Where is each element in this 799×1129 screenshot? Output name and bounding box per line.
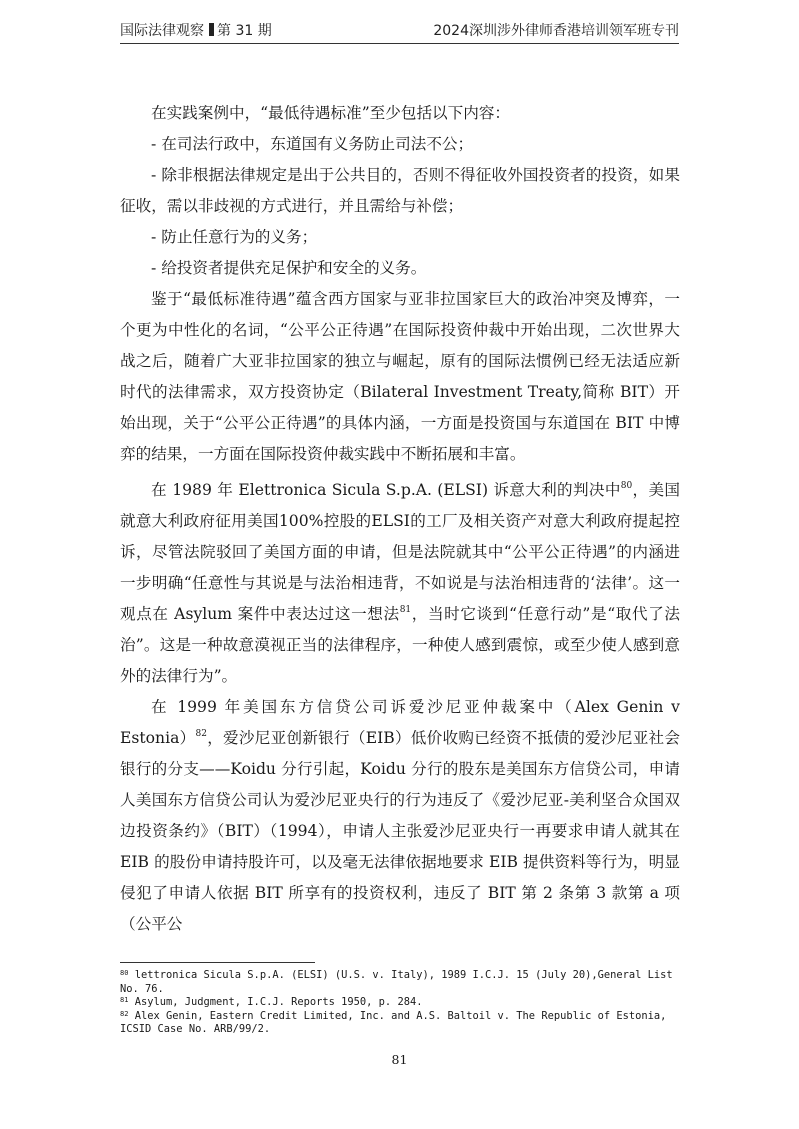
footnote-rule <box>120 962 315 963</box>
list-item: - 除非根据法律规定是出于公共目的，否则不得征收外国投资者的投资，如果征收，需以非歧视的方式进行，并且需给与补偿； <box>120 166 680 215</box>
paragraph-text: 在 1999 年美国东方信贷公司诉爱沙尼亚仲裁案中（Alex Genin v Estonia） <box>120 698 680 747</box>
list-item: - 给投资者提供充足保护和安全的义务。 <box>151 259 427 277</box>
footnote-ref: 80 <box>620 481 633 491</box>
page-header <box>120 14 679 44</box>
header-left <box>120 20 272 40</box>
journal-name: 国际法律观察 <box>120 23 204 39</box>
footnotes <box>120 969 680 1037</box>
header-rule <box>120 43 679 44</box>
list-item: - 防止任意行为的义务； <box>151 228 318 246</box>
paragraph-text: 在 1989 年 Elettronica Sicula S.p.A. (ELSI) 诉意大利的判决中 <box>151 481 621 499</box>
paragraph: 在实践案例中，“最低待遇标准”至少包括以下内容： <box>151 104 511 122</box>
footnote-number: 81 <box>120 996 129 1004</box>
paragraph-text: ，当时它谈到“任意行动”是“取代了法治”。这是一种故意漠视正当的法律程序，一种使人感到震惊，或至少使人感到意外的法律行为”。 <box>120 605 680 685</box>
paragraph-elsi <box>120 475 680 692</box>
footnote-ref: 82 <box>195 729 207 739</box>
footnote-number: 80 <box>120 969 129 977</box>
paragraph-text: ，爱沙尼亚创新银行（EIB）低价收购已经资不抵债的爱沙尼亚社会银行的分支——Koidu 分行引起，Koidu 分行的股东是美国东方信贷公司，申请人美国东方信贷公司认为爱沙尼亚央行的行为违反了《爱沙尼亚-美利坚合众国双边投资条约》（BIT）（1994），申请人主张爱沙尼亚央行一再要求申请人就其在 EIB 的股份申请持股许可，以及毫无法律依据地要求 EIB 提供资料等行为，明显侵犯了申请人依据 BIT 所享有的投资权利，违反了 BIT 第 2 条第 3 款第 a 项（公平公 <box>120 729 680 933</box>
footnote-text: Asylum, Judgment, I.C.J. Reports 1950, p. 284. <box>134 996 423 1008</box>
paragraph-genin <box>120 692 680 940</box>
paragraph: 鉴于“最低标准待遇”蕴含西方国家与亚非拉国家巨大的政治冲突及博弈，一个更为中性化的名词，“公平公正待遇”在国际投资仲裁中开始出现，二次世界大战之后，随着广大亚非拉国家的独立与崛起，原有的国际法惯例已经无法适应新时代的法律需求，双方投资协定（Bilateral Investment Treaty,简称 BIT）开始出现，关于“公平公正待遇”的具体内涵，一方面是投资国与东道国在 BIT 中博弈的结果，一方面在国际投资仲裁实践中不断拓展和丰富。 <box>120 290 680 463</box>
issue-number: 第 31 期 <box>217 23 272 39</box>
special-issue-title: 2024深圳涉外律师香港培训领军班专刊 <box>433 23 679 39</box>
header-separator-bar <box>209 23 214 36</box>
footnote <box>120 969 680 996</box>
footnote <box>120 996 680 1010</box>
article-body <box>120 98 680 940</box>
page-number: 81 <box>391 1052 408 1067</box>
list-item: - 在司法行政中，东道国有义务防止司法不公； <box>151 135 474 153</box>
paragraph-text: ，美国就意大利政府征用美国100%控股的ELSI的工厂及相关资产对意大利政府提起控诉，尽管法院驳回了美国方面的申请，但是法院就其中“公平公正待遇”的内涵进一步明确“任意性与其说是与法治相违背，不如说是与法治相违背的‘法律’。这一观点在 Asylum 案件中表达过这一想法 <box>120 481 680 623</box>
footnote-ref: 81 <box>399 605 412 615</box>
footnote-number: 82 <box>120 1009 129 1018</box>
footnote-text: lettronica Sicula S.p.A. (ELSI) (U.S. v. Italy), 1989 I.C.J. 15 (July 20),General List No. 76. <box>120 969 673 995</box>
footnote <box>120 1010 680 1037</box>
footnote-text: Alex Genin, Eastern Credit Limited, Inc. and A.S. Baltoil v. The Republic of Estonia, ICSID Case No. ARB/99/2. <box>120 1009 667 1035</box>
